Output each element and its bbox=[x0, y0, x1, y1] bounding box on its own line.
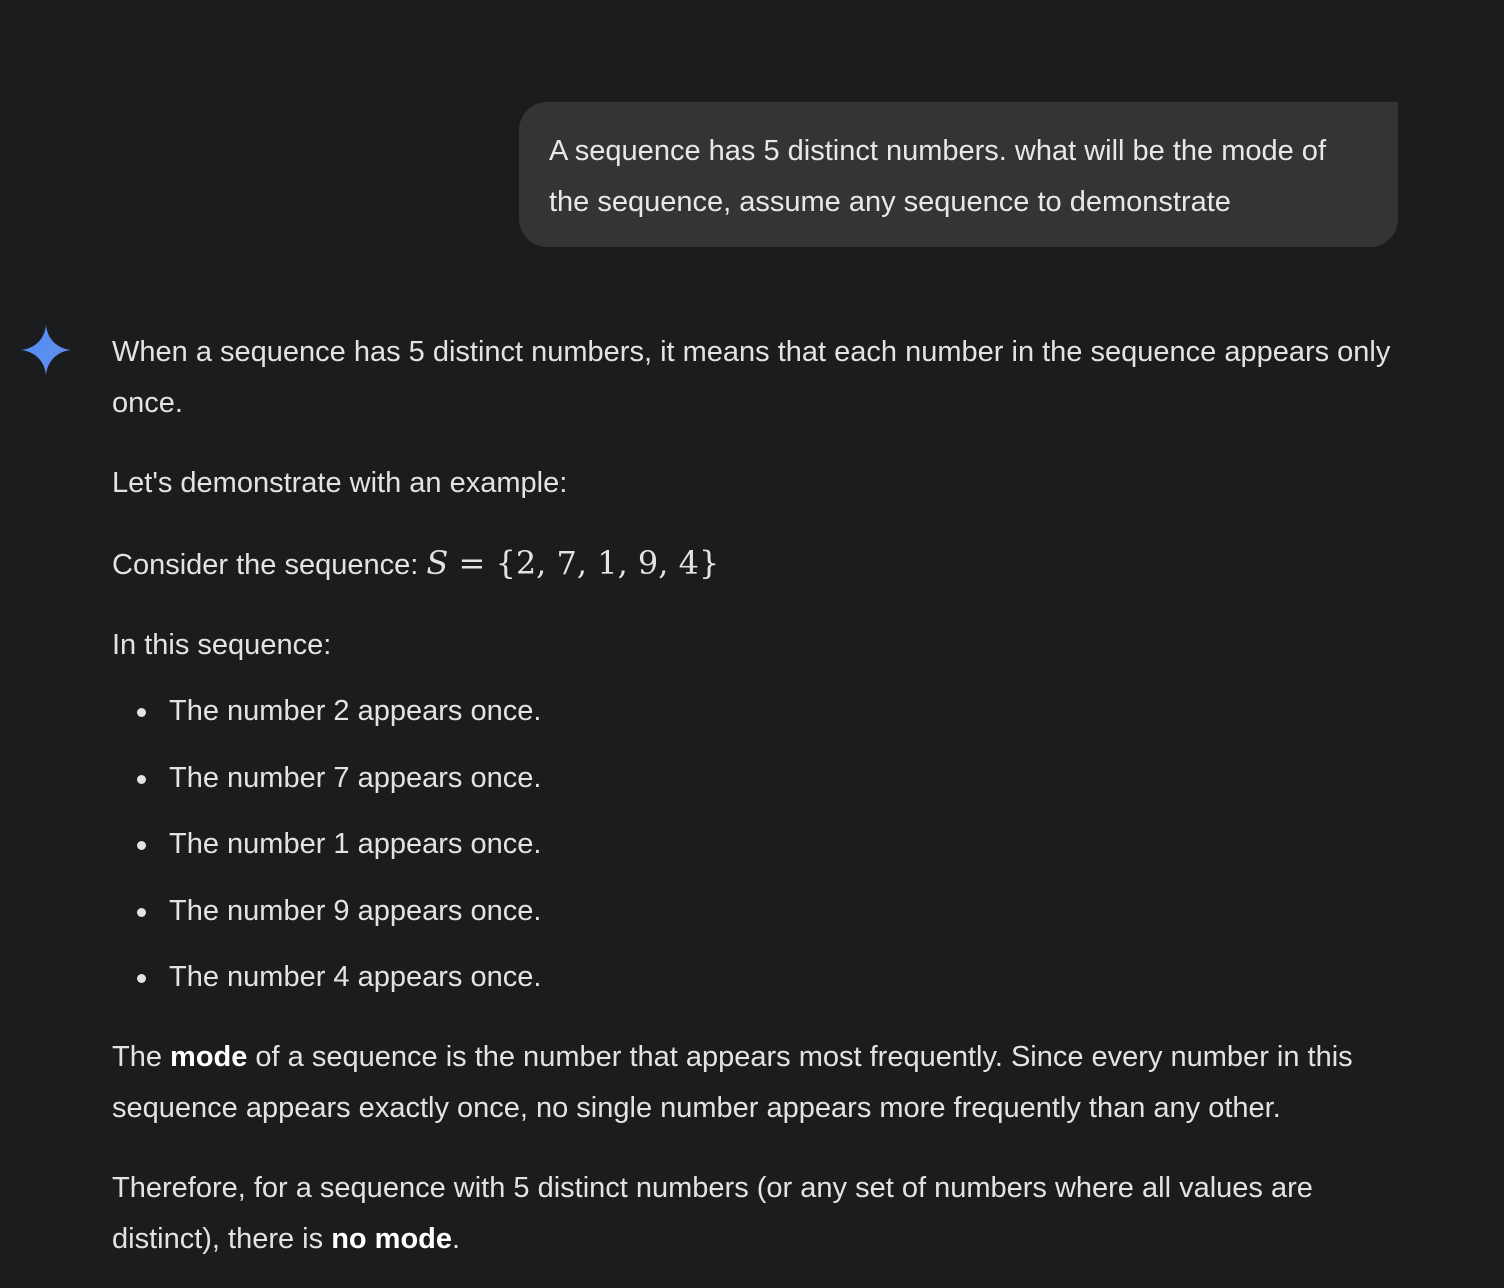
list-item-text: The number 1 appears once. bbox=[169, 828, 542, 860]
list-item bbox=[112, 819, 1402, 870]
bullet-dot bbox=[137, 974, 146, 983]
list-item bbox=[112, 753, 1402, 804]
bullet-dot bbox=[137, 841, 146, 850]
list-item-text: The number 4 appears once. bbox=[169, 961, 542, 993]
math-variable: S bbox=[426, 544, 449, 582]
mode-paragraph bbox=[112, 1032, 1402, 1134]
math-equals: = bbox=[448, 544, 496, 582]
list-item-text: The number 2 appears once. bbox=[169, 695, 542, 727]
list-item bbox=[112, 686, 1402, 737]
math-expression bbox=[426, 544, 719, 582]
sparkle-icon bbox=[20, 324, 72, 376]
user-message-bubble bbox=[519, 102, 1398, 247]
list-item bbox=[112, 952, 1402, 1003]
list-item-text: The number 7 appears once. bbox=[169, 761, 542, 794]
demo-paragraph: Let's demonstrate with an example: bbox=[112, 467, 568, 499]
mode-text-before: The bbox=[112, 1041, 171, 1073]
conclusion-text-before: Therefore, for a sequence with 5 distinct numbers (or any set of numbers where all values are distinct), there is bbox=[112, 1172, 1313, 1255]
in-this-paragraph: In this sequence: bbox=[112, 629, 332, 661]
bullet-list bbox=[112, 686, 1402, 1003]
conclusion-paragraph bbox=[112, 1163, 1402, 1265]
user-message-text: A sequence has 5 distinct numbers. what will be the mode of the sequence, assume any sequence to demonstrate bbox=[549, 135, 1326, 218]
mode-bold-term: mode bbox=[170, 1041, 248, 1073]
intro-paragraph: When a sequence has 5 distinct numbers, it means that each number in the sequence appears only once. bbox=[112, 336, 1391, 419]
bullet-dot bbox=[137, 775, 146, 784]
bullet-dot bbox=[137, 908, 146, 917]
mode-text-after: of a sequence is the number that appears most frequently. Since every number in this sequence appears exactly once, no single number appears more frequently than any other. bbox=[112, 1041, 1353, 1124]
list-item bbox=[112, 886, 1402, 937]
conclusion-text-after: . bbox=[452, 1223, 461, 1255]
consider-prefix: Consider the sequence: bbox=[112, 549, 427, 581]
list-item-text: The number 9 appears once. bbox=[169, 894, 542, 927]
consider-paragraph bbox=[112, 538, 1402, 591]
assistant-response bbox=[112, 327, 1402, 1265]
math-set: {2, 7, 1, 9, 4} bbox=[495, 544, 720, 582]
conclusion-bold-term: no mode bbox=[331, 1223, 453, 1255]
bullet-dot bbox=[137, 708, 146, 717]
